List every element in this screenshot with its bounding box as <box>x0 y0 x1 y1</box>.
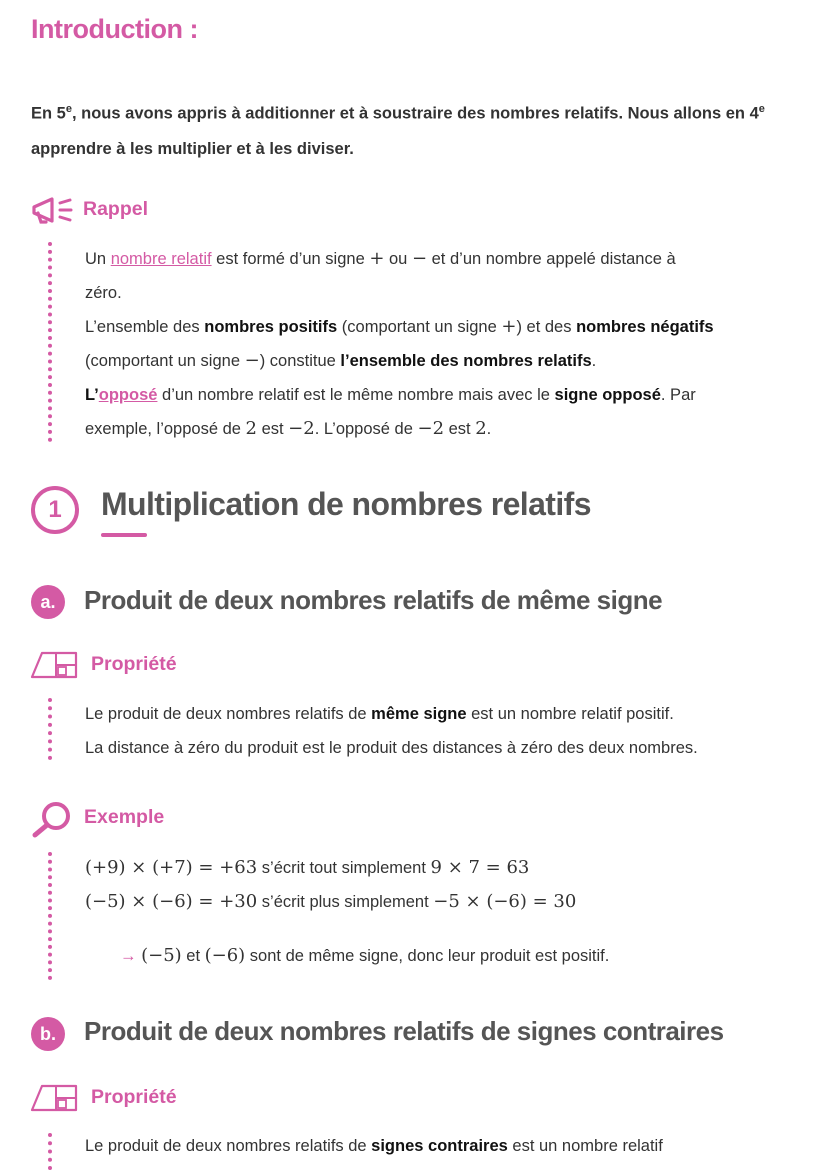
text: zéro. <box>85 284 122 302</box>
text: Un <box>85 250 111 268</box>
text: s’écrit plus simplement <box>257 893 434 911</box>
property-title-b: Propriété <box>91 1086 177 1108</box>
property-icon <box>30 1083 78 1118</box>
intro-sup-2: e <box>758 103 765 115</box>
math: (−5) × (−6) = +30 <box>85 891 258 912</box>
intro-sup-1: e <box>65 103 72 115</box>
text: est <box>256 420 289 438</box>
text: . L’opposé de <box>314 420 418 438</box>
text: sont de même signe, donc leur produit est positif. <box>245 947 610 965</box>
text: et d’un nombre appelé distance à <box>427 250 676 268</box>
math: 9 × 7 = 63 <box>430 857 530 878</box>
math: 2 <box>245 418 257 439</box>
link-nombre-relatif[interactable]: nombre relatif <box>110 250 212 268</box>
text: L’ensemble des <box>85 318 205 336</box>
intro-title: Introduction : <box>31 14 198 44</box>
text: d’un nombre relatif est le même nombre mais avec le <box>157 386 555 404</box>
bold-text: nombres positifs <box>204 318 338 336</box>
text: . Par <box>660 386 696 404</box>
math: + <box>501 316 517 337</box>
intro-paragraph <box>31 92 801 167</box>
text: Le produit de deux nombres relatifs de <box>85 705 372 723</box>
text: ) constitue <box>259 352 341 370</box>
property-title-a: Propriété <box>91 653 177 675</box>
property-body-b <box>85 1129 805 1163</box>
math: (−6) <box>204 945 246 966</box>
text: est <box>444 420 476 438</box>
rappel-dotted-border <box>48 242 56 442</box>
subsection-title-b: Produit de deux nombres relatifs de signes contraires <box>84 1016 724 1046</box>
section-number: 1 <box>31 486 79 534</box>
subsection-badge-a: a. <box>31 585 65 619</box>
math: −2 <box>417 418 445 439</box>
text: s’écrit tout simplement <box>257 859 431 877</box>
intro-text-1: En 5 <box>31 104 66 123</box>
section-title: Multiplication de nombres relatifs <box>101 486 591 522</box>
math: − <box>411 248 428 269</box>
text: La distance à zéro du produit est le produit des distances à zéro des deux nombres. <box>85 739 698 757</box>
text: . <box>591 352 597 370</box>
magnifier-icon <box>30 800 74 843</box>
math: −5 × (−6) = 30 <box>433 891 577 912</box>
text: ) et des <box>516 318 577 336</box>
example-title: Exemple <box>84 806 165 828</box>
bold-text: signe opposé <box>554 386 661 404</box>
math: + <box>369 248 385 269</box>
bold-text: même signe <box>371 705 467 723</box>
property-body-a <box>85 697 805 765</box>
rappel-title: Rappel <box>83 198 149 220</box>
text: ou <box>384 250 412 268</box>
bold-text: L’ <box>85 386 99 404</box>
rappel-body <box>85 242 785 446</box>
text: et <box>181 947 205 965</box>
example-dotted-border <box>48 852 56 980</box>
example-conclusion <box>120 939 800 973</box>
math: −2 <box>288 418 315 439</box>
text: (comportant un signe <box>85 352 245 370</box>
text: est formé d’un signe <box>211 250 370 268</box>
subsection-badge-b: b. <box>31 1017 65 1051</box>
property-dotted-border-b <box>48 1133 56 1170</box>
text: exemple, l’opposé de <box>85 420 246 438</box>
arrow-right-icon: → <box>120 947 137 965</box>
bold-text: nombres négatifs <box>576 318 714 336</box>
text: Le produit de deux nombres relatifs de <box>85 1137 372 1155</box>
text: (comportant un signe <box>337 318 502 336</box>
math: − <box>244 350 260 371</box>
intro-text-2: , nous avons appris à additionner et à soustraire des nombres relatifs. Nous allons en 4 <box>71 104 759 123</box>
math: (+9) × (+7) = +63 <box>85 857 258 878</box>
text: est un nombre relatif <box>507 1137 663 1155</box>
bold-text: l’ensemble des nombres relatifs <box>340 352 592 370</box>
property-icon <box>30 650 78 685</box>
property-dotted-border-a <box>48 698 56 760</box>
section-underline <box>101 533 147 537</box>
intro-text-3: apprendre à les multiplier et à les diviser. <box>31 139 354 158</box>
subsection-title-a: Produit de deux nombres relatifs de même signe <box>84 585 663 615</box>
text: . <box>486 420 492 438</box>
link-oppose[interactable]: opposé <box>98 386 158 404</box>
example-body <box>85 851 805 919</box>
bold-text: signes contraires <box>371 1137 508 1155</box>
math: (−5) <box>141 945 182 966</box>
math: 2 <box>475 418 487 439</box>
text: est un nombre relatif positif. <box>466 705 674 723</box>
megaphone-icon <box>30 195 76 232</box>
